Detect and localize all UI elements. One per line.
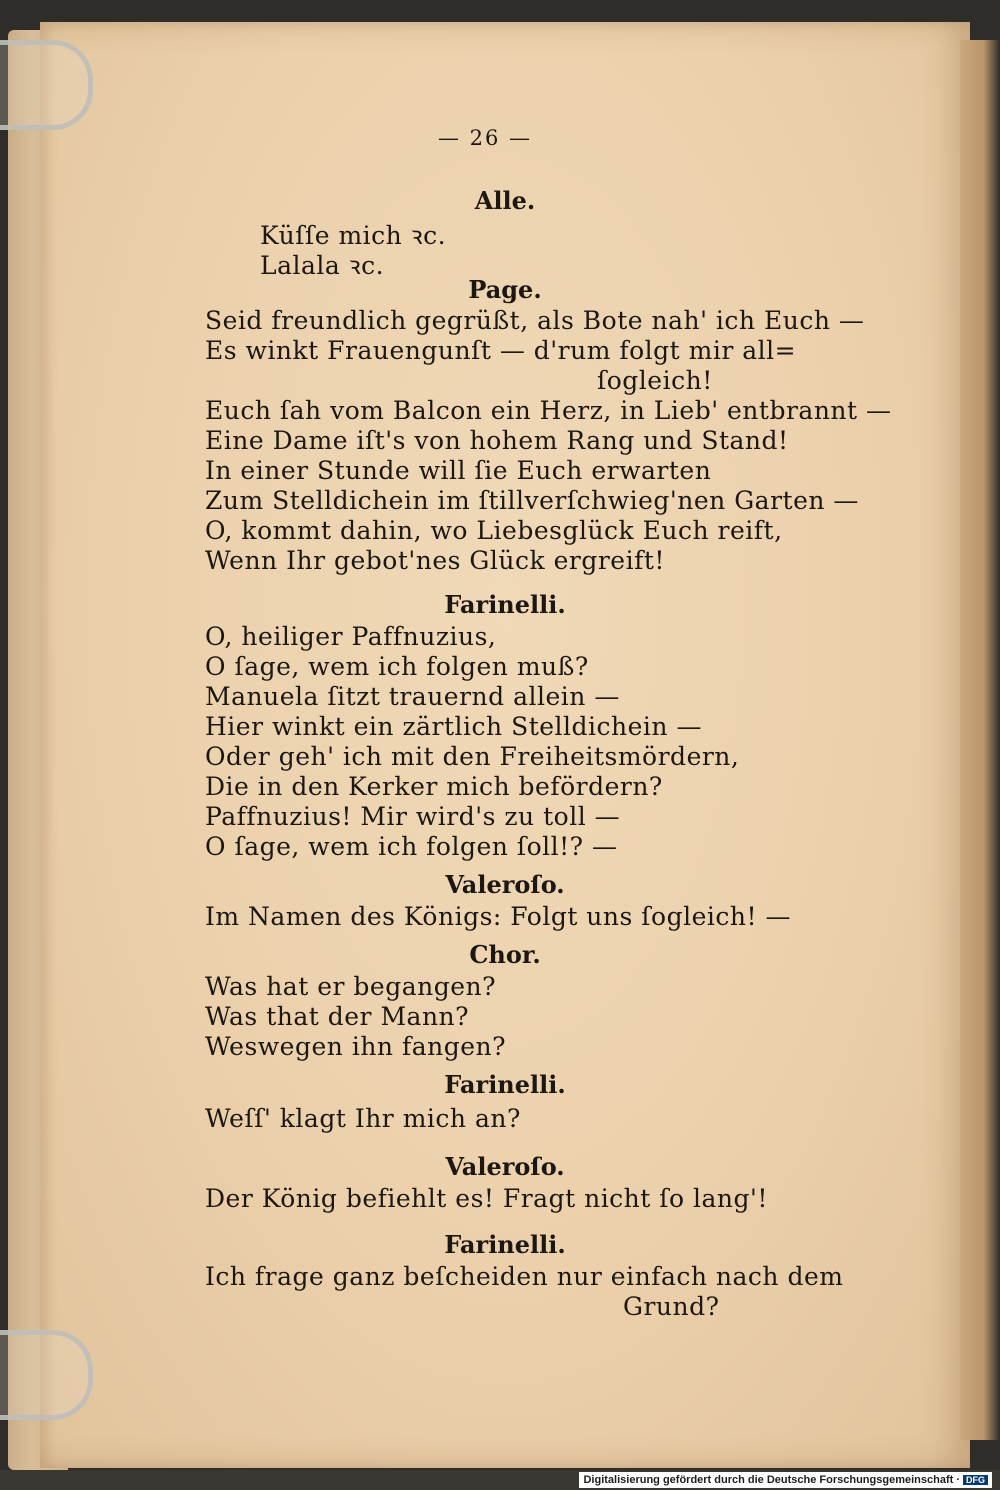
verse-line: Im Namen des Königs: Folgt uns ſogleich! — bbox=[205, 902, 791, 931]
verse-line: O, heiliger Paffnuzius, bbox=[205, 622, 497, 651]
speaker-heading: Alle. bbox=[474, 186, 536, 215]
verse-line: Lalala ꝛc. bbox=[260, 251, 385, 280]
speaker-heading: Farinelli. bbox=[444, 1230, 566, 1259]
verse-line: Es winkt Frauengunſt — d'rum folgt mir all= bbox=[205, 336, 797, 365]
verse-line: Ich frage ganz beſcheiden nur einfach nach dem bbox=[205, 1262, 844, 1291]
verse-line: O, kommt dahin, wo Liebesglück Euch reift, bbox=[205, 516, 783, 545]
verse-line: Wenn Ihr gebot'nes Glück ergreift! bbox=[205, 546, 665, 575]
verse-line: Die in den Kerker mich befördern? bbox=[205, 772, 663, 801]
verse-line: Küſſe mich ꝛc. bbox=[260, 221, 447, 250]
dfg-logo: DFG bbox=[963, 1475, 988, 1485]
verse-line: Der König befiehlt es! Fragt nicht ſo lang'! bbox=[205, 1184, 768, 1213]
speaker-heading: Farinelli. bbox=[444, 1070, 566, 1099]
verse-line: Oder geh' ich mit den Freiheitsmördern, bbox=[205, 742, 740, 771]
bottom-page-clip bbox=[0, 1330, 93, 1420]
verse-line: Weswegen ihn fangen? bbox=[205, 1032, 507, 1061]
top-page-clip bbox=[0, 40, 93, 130]
speaker-heading: Page. bbox=[468, 275, 542, 304]
verse-line: Eine Dame iſt's von hohem Rang und Stand! bbox=[205, 426, 789, 455]
page-number: — 26 — bbox=[437, 126, 533, 150]
verse-line: Manuela ſitzt trauernd allein — bbox=[205, 682, 620, 711]
verse-line: O ſage, wem ich folgen muß? bbox=[205, 652, 589, 681]
verse-line: Hier winkt ein zärtlich Stelldichein — bbox=[205, 712, 702, 741]
book-gutter bbox=[960, 40, 1000, 1440]
speaker-heading: Chor. bbox=[469, 940, 541, 969]
verse-line: Zum Stelldichein im ſtillverſchwieg'nen Garten — bbox=[205, 486, 859, 515]
speaker-heading: Valeroſo. bbox=[445, 870, 565, 899]
verse-line: Seid freundlich gegrüßt, als Bote nah' ich Euch — bbox=[205, 306, 865, 335]
credit-text: Digitalisierung gefördert durch die Deutsche Forschungsgemeinschaft · bbox=[583, 1474, 960, 1486]
verse-line: Euch ſah vom Balcon ein Herz, in Lieb' entbrannt — bbox=[205, 396, 892, 425]
digitization-credit bbox=[579, 1472, 992, 1488]
verse-line: Weſſ' klagt Ihr mich an? bbox=[205, 1104, 521, 1133]
verse-line: Was that der Mann? bbox=[205, 1002, 470, 1031]
verse-line: In einer Stunde will ſie Euch erwarten bbox=[205, 456, 712, 485]
verse-line: ſogleich! bbox=[597, 366, 713, 395]
speaker-heading: Valeroſo. bbox=[445, 1152, 565, 1181]
verse-line: Grund? bbox=[623, 1292, 720, 1321]
speaker-heading: Farinelli. bbox=[444, 590, 566, 619]
verse-line: O ſage, wem ich folgen ſoll!? — bbox=[205, 832, 618, 861]
verse-line: Paffnuzius! Mir wird's zu toll — bbox=[205, 802, 621, 831]
verse-line: Was hat er begangen? bbox=[205, 972, 497, 1001]
